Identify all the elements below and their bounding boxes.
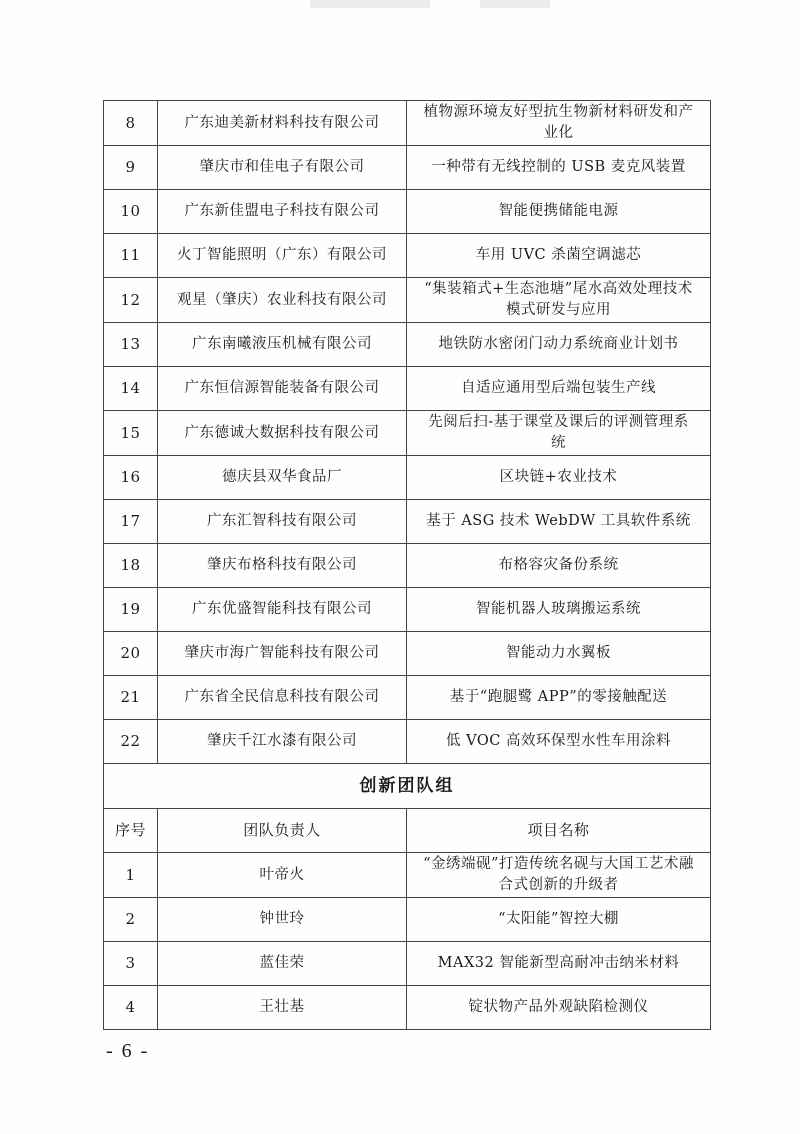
table-row (104, 853, 711, 898)
project-name: 植物源环境友好型抗生物新材料研发和产业化 (407, 101, 711, 146)
table-row (104, 720, 711, 764)
project-name: 车用 UVC 杀菌空调滤芯 (407, 234, 711, 278)
project-name: 智能机器人玻璃搬运系统 (407, 588, 711, 632)
row-number: 8 (104, 101, 158, 146)
page-number: - 6 - (106, 1040, 150, 1062)
company-name: 肇庆千江水漆有限公司 (158, 720, 407, 764)
row-number: 15 (104, 411, 158, 456)
project-name: 区块链+农业技术 (407, 456, 711, 500)
table-row (104, 986, 711, 1030)
company-name: 德庆县双华食品厂 (158, 456, 407, 500)
row-number: 3 (104, 942, 158, 986)
section-title-row (104, 764, 711, 809)
project-name: “太阳能”智控大棚 (407, 898, 711, 942)
table-row (104, 278, 711, 323)
company-name: 广东恒信源智能装备有限公司 (158, 367, 407, 411)
team-leader: 叶帝火 (158, 853, 407, 898)
table-row (104, 411, 711, 456)
table-row (104, 898, 711, 942)
section-title: 创新团队组 (104, 764, 711, 809)
project-name: 锭状物产品外观缺陷检测仪 (407, 986, 711, 1030)
table-row (104, 676, 711, 720)
project-name: 一种带有无线控制的 USB 麦克风装置 (407, 146, 711, 190)
table-row (104, 942, 711, 986)
table-row (104, 544, 711, 588)
row-number: 19 (104, 588, 158, 632)
row-number: 2 (104, 898, 158, 942)
table-row (104, 588, 711, 632)
company-name: 观星（肇庆）农业科技有限公司 (158, 278, 407, 323)
column-header-project: 项目名称 (407, 809, 711, 853)
company-name: 广东省全民信息科技有限公司 (158, 676, 407, 720)
row-number: 22 (104, 720, 158, 764)
row-number: 1 (104, 853, 158, 898)
company-name: 肇庆市和佳电子有限公司 (158, 146, 407, 190)
row-number: 20 (104, 632, 158, 676)
table-row (104, 367, 711, 411)
project-name: 智能便携储能电源 (407, 190, 711, 234)
company-name: 广东汇智科技有限公司 (158, 500, 407, 544)
company-name: 肇庆布格科技有限公司 (158, 544, 407, 588)
table-row (104, 323, 711, 367)
company-name: 广东德诚大数据科技有限公司 (158, 411, 407, 456)
table-row (104, 234, 711, 278)
project-name: 智能动力水翼板 (407, 632, 711, 676)
table-row (104, 456, 711, 500)
column-header-leader: 团队负责人 (158, 809, 407, 853)
project-name: “集装箱式+生态池塘”尾水高效处理技术模式研发与应用 (407, 278, 711, 323)
row-number: 4 (104, 986, 158, 1030)
project-name: 低 VOC 高效环保型水性车用涂料 (407, 720, 711, 764)
scan-artifact (480, 0, 550, 8)
table-row (104, 101, 711, 146)
team-leader: 钟世玲 (158, 898, 407, 942)
company-name: 广东迪美新材料科技有限公司 (158, 101, 407, 146)
project-name: 布格容灾备份系统 (407, 544, 711, 588)
company-name: 广东南曦液压机械有限公司 (158, 323, 407, 367)
project-name: MAX32 智能新型高耐冲击纳米材料 (407, 942, 711, 986)
row-number: 11 (104, 234, 158, 278)
table-row (104, 632, 711, 676)
project-name: 基于 ASG 技术 WebDW 工具软件系统 (407, 500, 711, 544)
project-name: 先阅后扫-基于课堂及课后的评测管理系统 (407, 411, 711, 456)
row-number: 14 (104, 367, 158, 411)
project-name: “金绣端砚”打造传统名砚与大国工艺术融合式创新的升级者 (407, 853, 711, 898)
row-number: 18 (104, 544, 158, 588)
team-leader: 王壮基 (158, 986, 407, 1030)
award-table (103, 100, 711, 1030)
table-header-row (104, 809, 711, 853)
project-name: 自适应通用型后端包装生产线 (407, 367, 711, 411)
row-number: 12 (104, 278, 158, 323)
table-row (104, 190, 711, 234)
row-number: 16 (104, 456, 158, 500)
company-name: 肇庆市海广智能科技有限公司 (158, 632, 407, 676)
row-number: 9 (104, 146, 158, 190)
company-name: 广东新佳盟电子科技有限公司 (158, 190, 407, 234)
team-leader: 蓝佳荣 (158, 942, 407, 986)
project-name: 地铁防水密闭门动力系统商业计划书 (407, 323, 711, 367)
row-number: 10 (104, 190, 158, 234)
row-number: 13 (104, 323, 158, 367)
company-name: 广东优盛智能科技有限公司 (158, 588, 407, 632)
table-row (104, 146, 711, 190)
project-name: 基于“跑腿鹭 APP”的零接触配送 (407, 676, 711, 720)
company-name: 火丁智能照明（广东）有限公司 (158, 234, 407, 278)
row-number: 21 (104, 676, 158, 720)
column-header-no: 序号 (104, 809, 158, 853)
scan-artifact (310, 0, 430, 8)
table-row (104, 500, 711, 544)
row-number: 17 (104, 500, 158, 544)
